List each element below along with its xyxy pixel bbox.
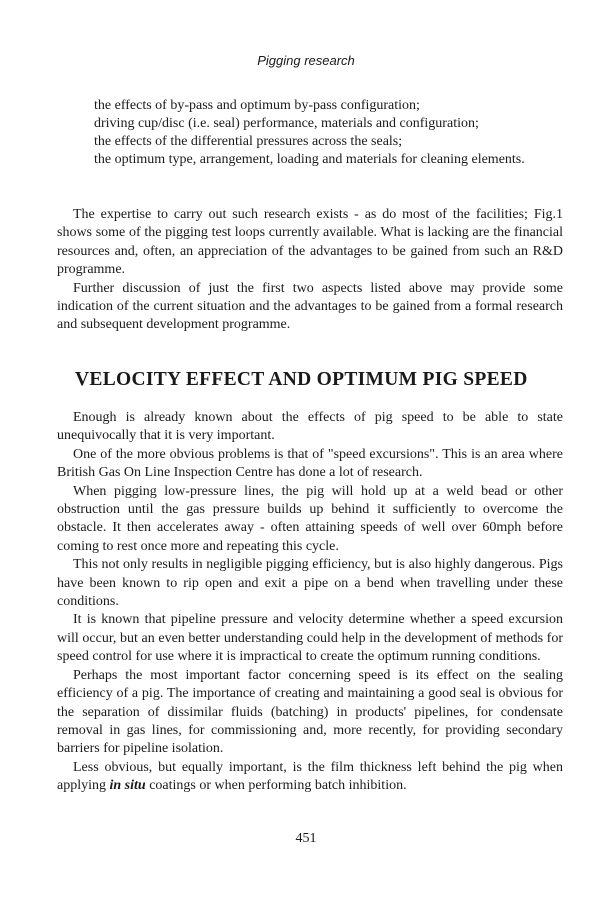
paragraph: This not only results in negligible pigging efficiency, but is also highly dangerous. Pigs have been known to rip open and exit a pipe on a bend when travelling under these conditions. — [57, 557, 563, 610]
text-span: Less obvious, but equally important, is the film thickness left behind the pig when applying — [57, 759, 563, 794]
emphasis-text: in situ — [109, 778, 146, 794]
paragraph — [57, 759, 563, 796]
list-item: the effects of by-pass and optimum by-pass configuration; — [94, 98, 420, 113]
list-item: the effects of the differential pressures across the seals; — [94, 134, 403, 149]
paragraph: The expertise to carry out such research exists - as do most of the facilities; Fig.1 shows some of the pigging test loops currently available. What is lacking are the financial resources and, often, an appreciation of the advantages to be gained from such an R&D programme. — [57, 207, 563, 278]
text-span: coatings or when performing batch inhibition. — [145, 778, 407, 794]
paragraph: It is known that pipeline pressure and velocity determine whether a speed excursion will occur, but an even better understanding could help in the development of methods for speed control for use where it is impractical to create the optimum running conditions. — [57, 612, 563, 665]
research-aspects-list — [94, 97, 564, 169]
section-heading: VELOCITY EFFECT AND OPTIMUM PIG SPEED — [75, 369, 528, 390]
paragraph: When pigging low-pressure lines, the pig will hold up at a weld bead or other obstruction until the gas pressure builds up behind it sufficiently to overcome the obstacle. It then accelerates away - often attaining speeds of well over 60mph before coming to rest once more and repeating this cycle. — [57, 483, 563, 554]
intro-text — [57, 206, 563, 335]
running-head: Pigging research — [257, 53, 355, 68]
page-number: 451 — [295, 831, 317, 846]
paragraph: Perhaps the most important factor concerning speed is its effect on the sealing efficiency of a pig. The importance of creating and maintaining a good seal is obvious for the separation of dissimilar fluids (batching) in products' pipelines, for condensate removal in gas lines, for commissioning and, more recently, for providing secondary barriers for pipeline isolation. — [57, 667, 563, 757]
paragraph: Enough is already known about the effects of pig speed to be able to state unequivocally that it is very important. — [57, 410, 563, 444]
list-item: the optimum type, arrangement, loading and materials for cleaning elements. — [94, 152, 525, 167]
list-item: driving cup/disc (i.e. seal) performance, materials and configuration; — [94, 116, 479, 131]
section-text — [57, 409, 563, 796]
paragraph: One of the more obvious problems is that of "speed excursions". This is an area where British Gas On Line Inspection Centre has done a lot of research. — [57, 446, 563, 481]
paragraph: Further discussion of just the first two aspects listed above may provide some indication of the current situation and the advantages to be gained from a formal research and subsequent development programme. — [57, 280, 563, 333]
